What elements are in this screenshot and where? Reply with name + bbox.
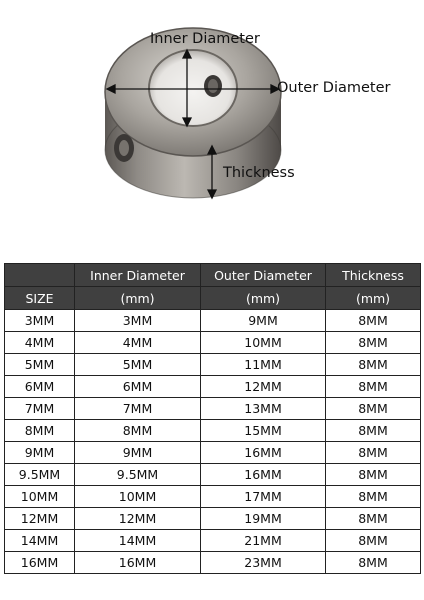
table-cell: 8MM	[326, 530, 421, 552]
header-cell: (mm)	[75, 287, 201, 310]
header-cell: Thickness	[326, 264, 421, 287]
table-cell: 7MM	[5, 398, 75, 420]
table-row	[5, 530, 421, 552]
header-cell: (mm)	[201, 287, 326, 310]
table-header-row	[5, 264, 421, 287]
table-cell: 9MM	[201, 310, 326, 332]
header-cell: Outer Diameter	[201, 264, 326, 287]
header-cell	[5, 264, 75, 287]
table-cell: 9MM	[75, 442, 201, 464]
header-cell: (mm)	[326, 287, 421, 310]
inner-diameter-label: Inner Diameter	[150, 31, 260, 47]
table-cell: 8MM	[326, 442, 421, 464]
table-cell: 8MM	[326, 310, 421, 332]
table-body	[5, 310, 421, 574]
table-cell: 3MM	[5, 310, 75, 332]
product-figure	[0, 0, 424, 250]
table-cell: 7MM	[75, 398, 201, 420]
table-row	[5, 486, 421, 508]
table-cell: 8MM	[326, 552, 421, 574]
table-cell: 8MM	[326, 354, 421, 376]
table-cell: 12MM	[201, 376, 326, 398]
table-row	[5, 442, 421, 464]
collar-bore	[149, 50, 237, 126]
table-cell: 19MM	[201, 508, 326, 530]
table-cell: 16MM	[201, 442, 326, 464]
table-row	[5, 464, 421, 486]
table-cell: 6MM	[75, 376, 201, 398]
table-cell: 16MM	[201, 464, 326, 486]
table-cell: 8MM	[5, 420, 75, 442]
table-cell: 4MM	[5, 332, 75, 354]
table-cell: 12MM	[75, 508, 201, 530]
header-cell: Inner Diameter	[75, 264, 201, 287]
table-row	[5, 398, 421, 420]
table-row	[5, 552, 421, 574]
table-cell: 13MM	[201, 398, 326, 420]
table-cell: 8MM	[326, 332, 421, 354]
table-cell: 8MM	[326, 376, 421, 398]
table-cell: 5MM	[5, 354, 75, 376]
table-cell: 17MM	[201, 486, 326, 508]
table-cell: 14MM	[5, 530, 75, 552]
size-spec-table	[4, 263, 421, 574]
table-cell: 12MM	[5, 508, 75, 530]
table-cell: 14MM	[75, 530, 201, 552]
table-cell: 4MM	[75, 332, 201, 354]
table-row	[5, 376, 421, 398]
table-cell: 3MM	[75, 310, 201, 332]
table-header-row	[5, 287, 421, 310]
table-row	[5, 354, 421, 376]
table-cell: 8MM	[326, 508, 421, 530]
table-row	[5, 310, 421, 332]
table-cell: 10MM	[5, 486, 75, 508]
outer-diameter-label: Outer Diameter	[277, 80, 391, 96]
table-cell: 11MM	[201, 354, 326, 376]
table-cell: 16MM	[75, 552, 201, 574]
table-row	[5, 508, 421, 530]
table-cell: 9.5MM	[75, 464, 201, 486]
table-row	[5, 420, 421, 442]
header-cell: SIZE	[5, 287, 75, 310]
table-cell: 10MM	[75, 486, 201, 508]
table-cell: 16MM	[5, 552, 75, 574]
table-cell: 15MM	[201, 420, 326, 442]
table-cell: 9.5MM	[5, 464, 75, 486]
table-cell: 8MM	[326, 420, 421, 442]
table-cell: 8MM	[326, 464, 421, 486]
table-cell: 8MM	[326, 398, 421, 420]
table-cell: 8MM	[75, 420, 201, 442]
table-cell: 10MM	[201, 332, 326, 354]
table-cell: 6MM	[5, 376, 75, 398]
table-cell: 23MM	[201, 552, 326, 574]
table-row	[5, 332, 421, 354]
thickness-label: Thickness	[223, 165, 295, 181]
table-cell: 8MM	[326, 486, 421, 508]
table-cell: 21MM	[201, 530, 326, 552]
table-cell: 9MM	[5, 442, 75, 464]
table-cell: 5MM	[75, 354, 201, 376]
